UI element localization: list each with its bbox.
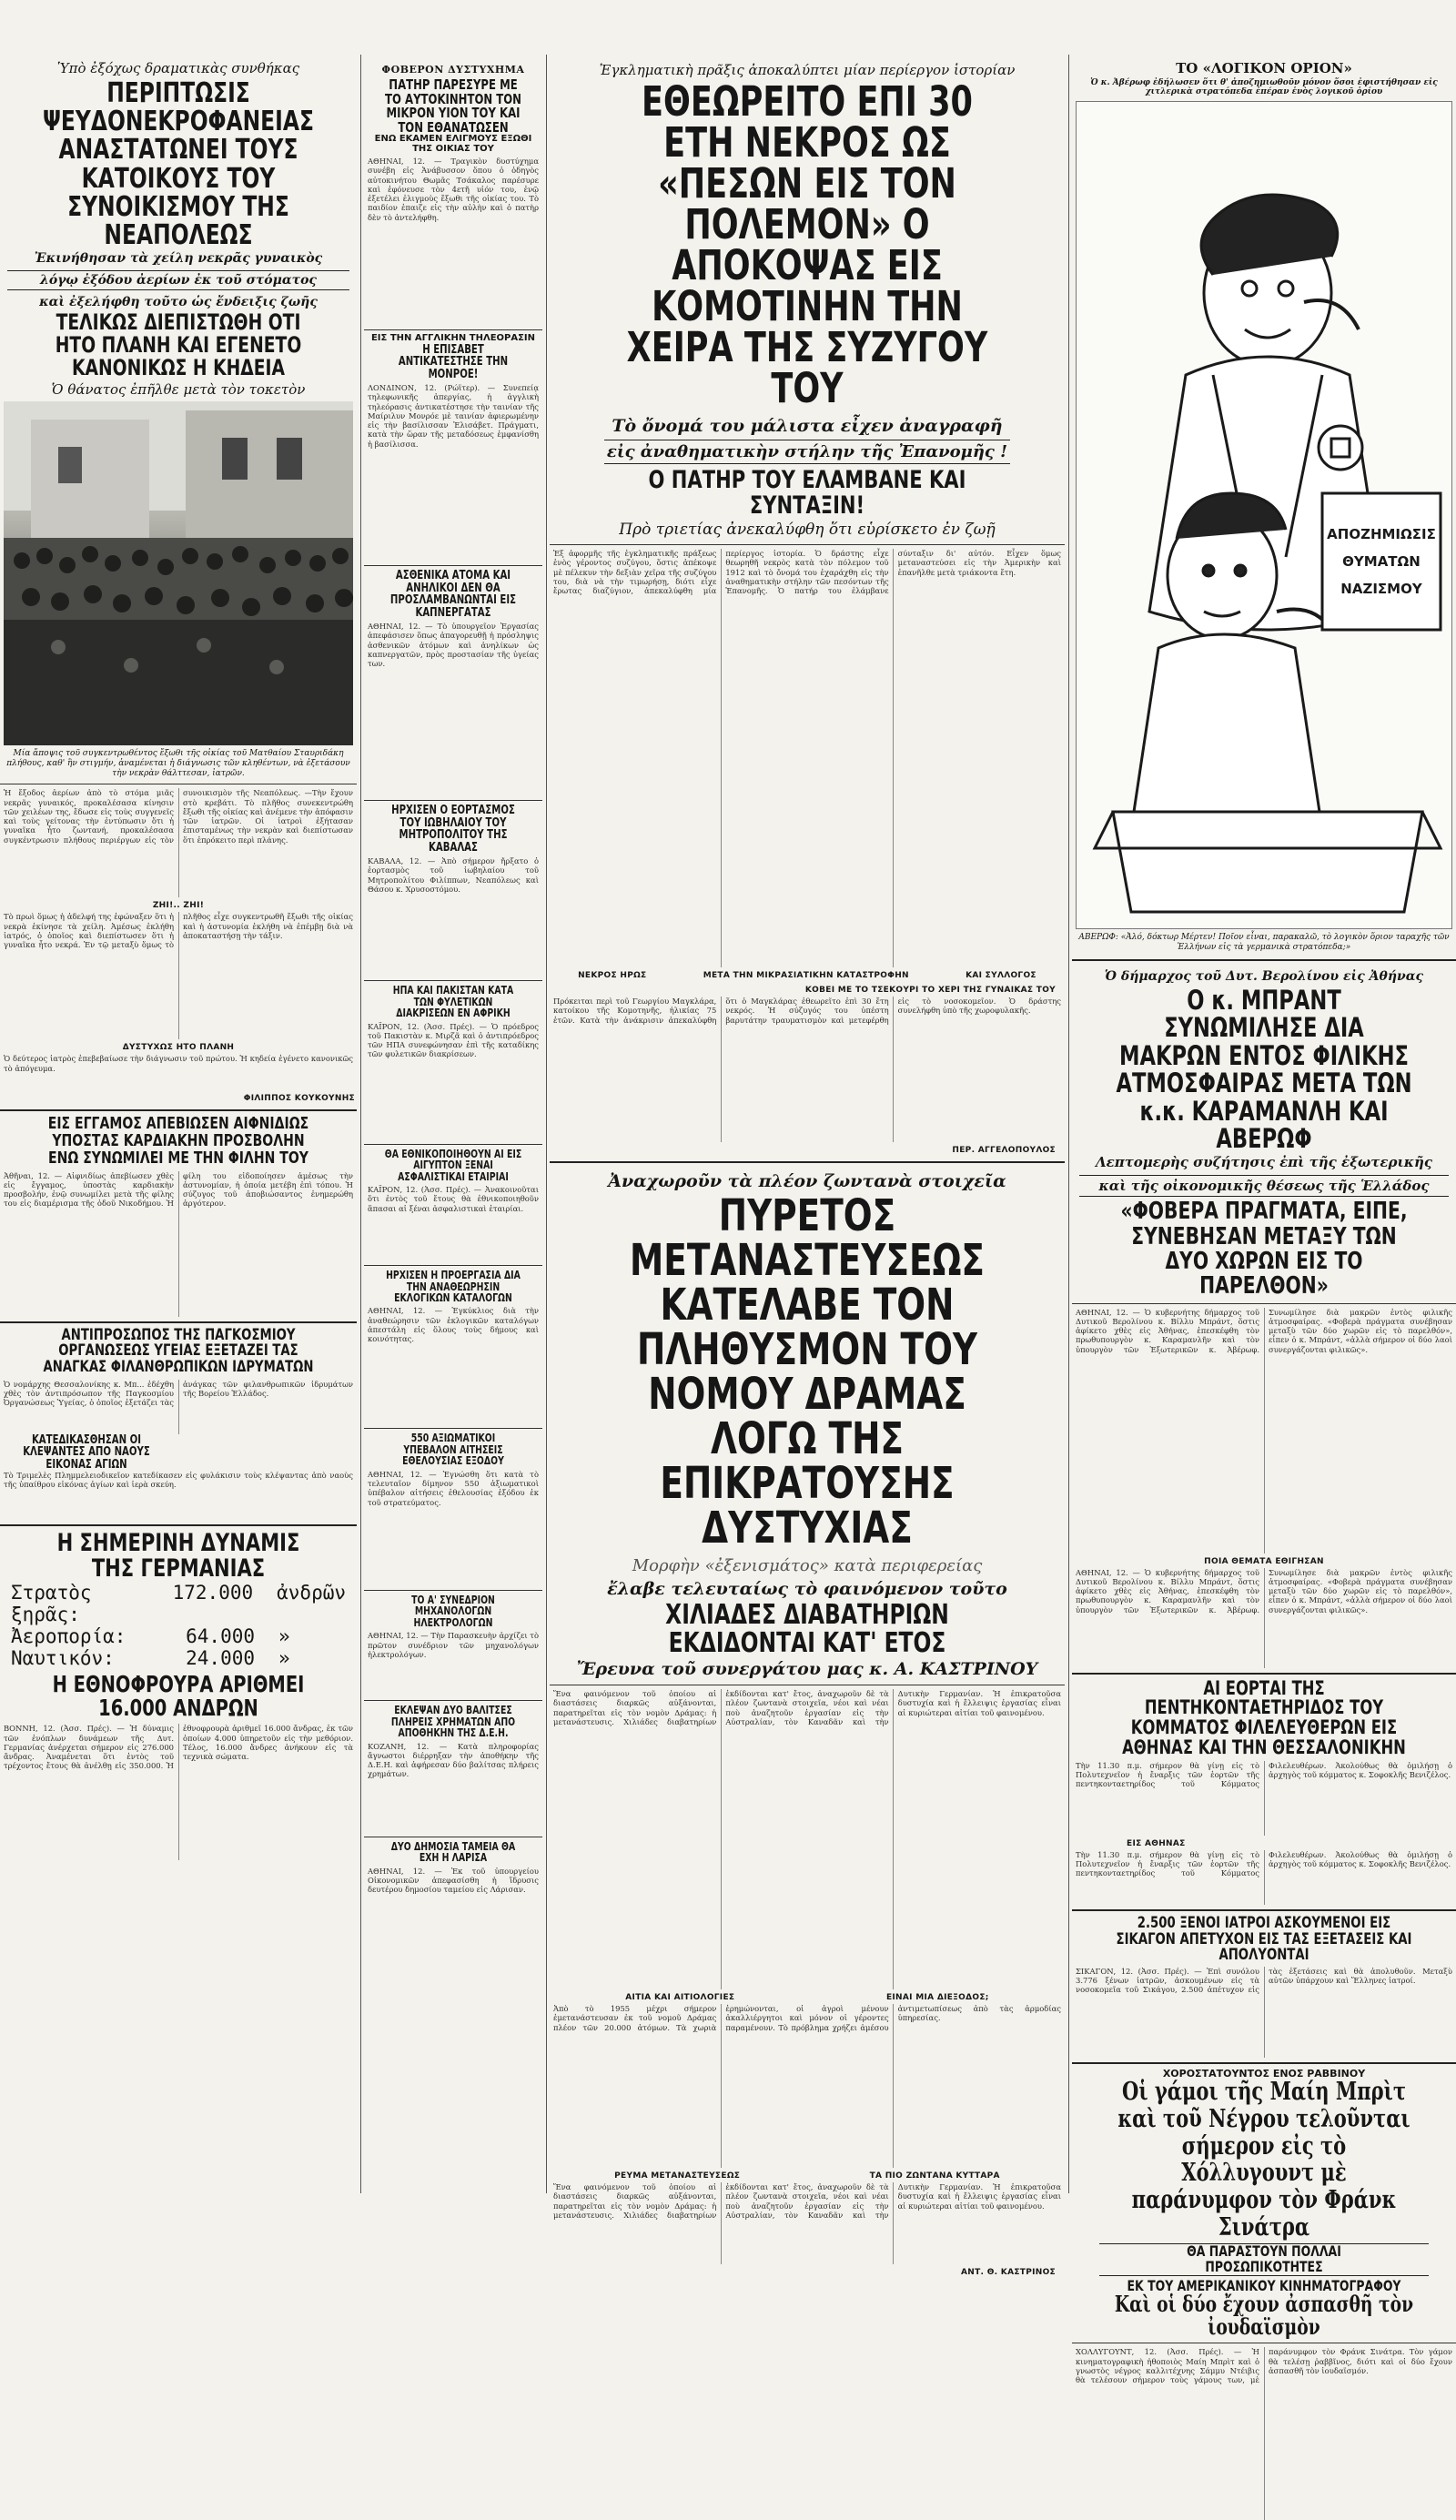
- article-body: Πρόκειται περὶ τοῦ Γεωργίου Μαγκλάρα, κατοίκου τῆς Κομοτηνῆς, ἡλικίας 75 ἐτῶν. Κατὰ τὴν ἀνάκρισιν ἀπεκαλύφθη ὅτι ὁ Μαγκλάρας ἐθεωρεῖτο ἐπὶ 30 ἔτη νεκρός. Ἡ σύζυγός του ὑπέστη βαρυτάτην τραυματισμὸν καὶ μετεφέρθη εἰς τὸ νοσοκομεῖον. Ὁ δράστης συνελήφθη ὑπὸ τῆς χωροφυλακῆς.: [553, 997, 1061, 1025]
- story-deck: ΕΝΩ ΕΚΑΜΕΝ ΕΛΙΓΜΟΥΣ ΕΞΩΘΙ ΤΗΣ ΟΙΚΙΑΣ ΤΟΥ: [374, 134, 532, 154]
- stat-label: Ἀεροπορία:: [11, 1625, 126, 1648]
- story-kicker: Ἐγκληματικὴ πρᾶξις ἀποκαλύπτει μίαν περίεργον ἱστορίαν: [599, 62, 1016, 78]
- article-body: Ἀθῆναι, 12. — Αἰφνιδίως ἀπεβίωσεν χθὲς εἰς ἔγγαμος, ὑποστὰς καρδιακὴν προσβολήν, ἐνῷ συνωμίλει μετὰ τῆς φίλης του εἰς διαμέρισμα τῆς ὁδοῦ Νικοδήμου. Ἡ φίλη του εἰδοποίησεν ἀμέσως τὴν ἀστυνομίαν, ἡ ὁποία μετέβη ἐπὶ τόπου. Ἡ σύζυγος τοῦ ἀποβιώσαντος ἐνημερώθη ἀργότερον.: [4, 1170, 353, 1209]
- story-deck: ΘΑ ΠΑΡΑΣΤΟΥΝ ΠΟΛΛΑΙ ΠΡΟΣΩΠΙΚΟΤΗΤΕΣ: [1187, 2242, 1341, 2276]
- byline: ΠΕΡ. ΑΓΓΕΛΟΠΟΥΛΟΣ: [952, 1146, 1056, 1156]
- article-body: ΚΑΪΡΟΝ, 12. (Ἀσσ. Πρές). — Ἀνακοινοῦται ὅτι ἐντὸς τοῦ ἔτους θὰ ἐθνικοποιηθοῦν ἅπασαι αἱ ξέναι ἀσφαλιστικαὶ ἑταιρίαι.: [368, 1185, 539, 1213]
- cartoon-caption: ΑΒΕΡΩΦ: «Ἀλό, δόκτωρ Μέρτεν! Ποῖον εἶναι, παρακαλῶ, τὸ λογικὸν ὅριον ταραχῆς τῶν Ἑλλήνων εἰς τὰ γερμανικὰ στρατόπεδα;»: [1078, 933, 1450, 952]
- column-rule: [360, 55, 361, 2193]
- article-body: Τὴν 11.30 π.μ. σήμερον θὰ γίνῃ εἰς τὸ Πολυτεχνεῖον ἡ ἔναρξις τῶν ἑορτῶν τῆς πεντηκονταετηρίδος τοῦ Κόμματος Φιλελευθέρων. Ἀκολούθως θὰ ὁμιλήσῃ ὁ ἀρχηγὸς τοῦ κόμματος κ. Σοφοκλῆς Βενιζέλος.: [1076, 1760, 1452, 1789]
- story-headline: ΚΑΤΕΔΙΚΑΣΘΗΣΑΝ ΟΙ ΚΛΕΨΑΝΤΕΣ ΑΠΟ ΝΑΟΥΣ ΕΙΚΟΝΑΣ ΑΓΙΩΝ: [23, 1432, 150, 1472]
- subheading: ΡΕΥΜΑ ΜΕΤΑΝΑΣΤΕΥΣΕΩΣ: [614, 2171, 741, 2181]
- article-body: Ἕνα φαινόμενον τοῦ ὁποίου αἱ διαστάσεις διαρκῶς αὐξάνονται, παρατηρεῖται εἰς τὸν νομὸν Δράμας: ἡ μετανάστευσις. Χιλιάδες διαβατηρίων ἐκδίδονται κατ' ἔτος, ἀναχωροῦν δὲ τὰ πλέον ζωντανὰ στοιχεῖα, νέοι καὶ νέαι ποὺ ἀναζητοῦν ἐργασίαν εἰς τὴν Αὐστραλίαν, τὸν Καναδᾶν καὶ τὴν Δυτικὴν Γερμανίαν. Ἡ ἐπικρατοῦσα δυστυχία καὶ ἡ ἔλλειψις ἐργασίας εἶναι αἱ κυριώτεραι αἰτίαι τοῦ φαινομένου.: [553, 1689, 1061, 1726]
- article-body: ΧΟΛΛΥΓΟΥΝΤ, 12. (Ἀσσ. Πρές). — Ἡ κινηματογραφικὴ ἠθοποιὸς Μαίη Μπρὶτ καὶ ὁ γνωστὸς νέγρος καλλιτέχνης Σάμμυ Ντέιβις θὰ τελέσουν σήμερον τοὺς γάμους των, μὲ παράνυμφον τὸν Φράνκ Σινάτρα. Τὸν γάμον θὰ τελέσῃ ῥαββῖνος, διότι καὶ οἱ δύο ἔχουν ἀσπασθῆ τὸν ἰουδαϊσμόν.: [1076, 2347, 1452, 2385]
- story-deck: Ἐκινήθησαν τὰ χείλη νεκρᾶς γυναικὸς: [34, 251, 323, 267]
- story-headline: Ο ΠΑΤΗΡ ΤΟΥ ΕΛΑΜΒΑΝΕ ΚΑΙ ΣΥΝΤΑΞΙΝ!: [648, 466, 966, 521]
- story-deck: λόγῳ ἐξόδου ἀερίων ἐκ τοῦ στόματος: [40, 273, 317, 288]
- article-body: Ἕνα φαινόμενον τοῦ ὁποίου αἱ διαστάσεις διαρκῶς αὐξάνονται, παρατηρεῖται εἰς τὸν νομὸν Δράμας: ἡ μετανάστευσις. Χιλιάδες διαβατηρίων ἐκδίδονται κατ' ἔτος, ἀναχωροῦν δὲ τὰ πλέον ζωντανὰ στοιχεῖα, νέοι καὶ νέαι ποὺ ἀναζητοῦν ἐργασίαν εἰς τὴν Αὐστραλίαν, τὸν Καναδᾶν καὶ τὴν Δυτικὴν Γερμανίαν. Ἡ ἐπικρατοῦσα δυστυχία καὶ ἡ ἔλλειψις ἐργασίας εἶναι αἱ κυριώτεραι αἰτίαι τοῦ φαινομένου.: [553, 2182, 1061, 2220]
- story-kicker: Ἀναχωροῦν τὰ πλέον ζωντανὰ στοιχεῖα: [608, 1171, 1006, 1192]
- story-headline: ΑΙ ΕΟΡΤΑΙ ΤΗΣ ΠΕΝΤΗΚΟΝΤΑΕΤΗΡΙΔΟΣ ΤΟΥ ΚΟΜΜΑΤΟΣ ΦΙΛΕΛΕΥΘΕΡΩΝ ΕΙΣ ΑΘΗΝΑΣ ΚΑΙ ΤΗΝ ΘΕΣΣΑΛΟΝΙΚΗΝ: [1122, 1676, 1406, 1759]
- political-cartoon: [1076, 101, 1452, 929]
- column-rule: [546, 55, 547, 2193]
- article-body: ΚΑΒΑΛΑ, 12. — Ἀπὸ σήμερον ἤρξατο ὁ ἑορτασμὸς τοῦ ἰωβηλαίου τοῦ Μητροπολίτου Φιλίππων, Νεαπόλεως καὶ Θάσου κ. Χρυσοστόμου.: [368, 856, 539, 894]
- story-headline: ΗΡΧΙΣΕΝ Ο ΕΟΡΤΑΣΜΟΣ ΤΟΥ ΙΩΒΗΛΑΙΟΥ ΤΟΥ ΜΗΤΡΟΠΟΛΙΤΟΥ ΤΗΣ ΚΑΒΑΛΑΣ: [391, 804, 515, 855]
- article-body: ΑΘΗΝΑΙ, 12. — Ἐγκύκλιος διὰ τὴν ἀναθεώρησιν τῶν ἐκλογικῶν καταλόγων ἀπεστάλη εἰς ὅλους τοὺς δήμους καὶ κοινότητας.: [368, 1306, 539, 1344]
- story-deck: ΕΚ ΤΟΥ ΑΜΕΡΙΚΑΝΙΚΟΥ ΚΙΝΗΜΑΤΟΓΡΑΦΟΥ: [1127, 2276, 1401, 2294]
- story-deck: Μορφὴν «ἐξενισμάτος» κατὰ περιφερείας: [632, 1555, 983, 1575]
- column-1: [0, 0, 357, 2204]
- subheading: ΕΙΣ ΑΘΗΝΑΣ: [1127, 1838, 1186, 1848]
- story-headline: ΗΠΑ ΚΑΙ ΠΑΚΙΣΤΑΝ ΚΑΤΑ ΤΩΝ ΦΥΛΕΤΙΚΩΝ ΔΙΑΚΡΙΣΕΩΝ ΕΝ ΑΦΡΙΚΗ: [392, 984, 514, 1020]
- article-body: ΛΟΝΔΙΝΟΝ, 12. (Ρώϊτερ). — Συνεπείᾳ τηλεφωνικῆς ἀπεργίας, ἡ ἀγγλικὴ τηλεόρασις ἀντικατέστησε τὴν ταινίαν τῆς Μαίριλυν Μονρόε μὲ ταινίαν ἀφιερωμένην εἰς τὴν βασίλισσαν Ἐλισάβετ. Πράγματι, κατὰ τὴν ὥραν τῆς μεταδόσεως ἐμφανίσθη ἡ βασίλισσα.: [368, 383, 539, 449]
- article-body: ΣΙΚΑΓΟΝ, 12. (Ἀσσ. Πρές). — Ἐπὶ συνόλου 3.776 ξένων ἰατρῶν, ἀσκουμένων εἰς τὰ νοσοκομεῖα τοῦ Σικάγου, 2.500 ἀπέτυχον εἰς τὰς ἐξετάσεις καὶ θὰ ἀπολυθοῦν. Μεταξὺ αὐτῶν ὑπάρχουν καὶ Ἕλληνες ἰατροί.: [1076, 1966, 1452, 1995]
- story-kicker: Ὑπὸ ἐξόχως δραματικὰς συνθήκας: [56, 60, 300, 76]
- story-kicker: ΧΟΡΟΣΤΑΤΟΥΝΤΟΣ ΕΝΟΣ ΡΑΒΒΙΝΟΥ: [1162, 2067, 1366, 2080]
- column-4: [1072, 0, 1456, 2385]
- stat-value: 172.000: [172, 1582, 254, 1604]
- subheading: ΚΑΙ ΣΥΛΛΟΓΟΣ: [966, 971, 1036, 981]
- stat-value: 24.000: [186, 1647, 255, 1670]
- article-body: Τὴν 11.30 π.μ. σήμερον θὰ γίνῃ εἰς τὸ Πολυτεχνεῖον ἡ ἔναρξις τῶν ἑορτῶν τῆς πεντηκονταετηρίδος τοῦ Κόμματος Φιλελευθέρων. Ἀκολούθως θὰ ὁμιλήσῃ ὁ ἀρχηγὸς τοῦ κόμματος κ. Σοφοκλῆς Βενιζέλος.: [1076, 1849, 1452, 1878]
- story-deck: Ἔρευνα τοῦ συνεργάτου μας κ. Α. ΚΑΣΤΡΙΝΟΥ: [576, 1659, 1038, 1680]
- article-body: ΚΟΖΑΝΗ, 12. — Κατὰ πληροφορίας ἄγνωστοι διέρρηξαν τὴν ἀποθήκην τῆς Δ.Ε.Η. καὶ ἀφήρεσαν δύο βαλίτσας πλήρεις χρημάτων.: [368, 1741, 539, 1779]
- stat-value: 64.000: [186, 1625, 255, 1648]
- subheading: ΔΥΣΤΥΧΩΣ ΗΤΟ ΠΛΑΝΗ: [122, 1043, 235, 1053]
- crowd-photo-illustration: [4, 401, 353, 745]
- article-body: Τὸ πρωὶ ὅμως ἡ ἀδελφή της ἐφώναξεν ὅτι ἡ νεκρὰ ἐκίνησε τὰ χείλη. Ἀμέσως ἐκλήθη ἰατρός, ὁ ὁποῖος καὶ διεπίστωσεν ὅτι ἡ γυναῖκα ἦτο νεκρά. Ἐν τῷ μεταξὺ ὅμως τὸ πλῆθος εἶχε συγκεντρωθῆ ἔξωθι τῆς οἰκίας καὶ ἡ ἀστυνομία ἐκλήθη νὰ ἐπέμβῃ διὰ νὰ ἀποκαταστήσῃ τὴν τάξιν.: [4, 912, 353, 950]
- stats-table: [0, 1582, 357, 1669]
- story-headline: ΘΑ ΕΘΝΙΚΟΠΟΙΗΘΟΥΝ ΑΙ ΕΙΣ ΑΙΓΥΠΤΟΝ ΞΕΝΑΙ ΑΣΦΑΛΙΣΤΙΚΑΙ ΕΤΑΙΡΙΑΙ: [384, 1147, 522, 1183]
- story-deck: Τὸ ὄνομά του μάλιστα εἶχεν ἀναγραφῆ: [612, 416, 1003, 436]
- story-deck: εἰς ἀναθηματικὴν στήλην τῆς Ἐπανομῆς !: [606, 442, 1008, 461]
- story-headline: Οἱ γάμοι τῆς Μαίη Μπρὶτ καὶ τοῦ Νέγρου τελοῦνται σήμερον εἰς τὸ Χόλλυγουντ μὲ παράνυμφον τὸν Φράνκ Σινάτρα: [1117, 2078, 1410, 2242]
- article-body: Τὸ Τριμελὲς Πλημμελειοδικεῖον κατεδίκασεν εἰς φυλάκισιν τοὺς κλέψαντας ἀπὸ ναοὺς τῆς ὑπαίθρου εἰκόνας ἁγίων καὶ ἱερὰ σκεύη.: [4, 1471, 353, 1490]
- story-headline: ΗΡΧΙΣΕΝ Η ΠΡΟΕΡΓΑΣΙΑ ΔΙΑ ΤΗΝ ΑΝΑΘΕΩΡΗΣΙΝ ΕΚΛΟΓΙΚΩΝ ΚΑΤΑΛΟΓΩΝ: [386, 1269, 521, 1304]
- story-deck: καὶ τῆς οἰκονομικῆς θέσεως τῆς Ἑλλάδος: [1098, 1178, 1430, 1195]
- byline: ΦΙΛΙΠΠΟΣ ΚΟΥΚΟΥΝΗΣ: [243, 1094, 355, 1104]
- article-body: ΑΘΗΝΑΙ, 12. — Ὁ κυβερνήτης δήμαρχος τοῦ Δυτικοῦ Βερολίνου κ. Βίλλυ Μπράντ, ὅστις ἀφίκετο χθὲς εἰς Ἀθήνας, ἐπεσκέφθη τὸν πρωθυπουργὸν κ. Καραμανλῆν καὶ τὸν ὑπουργὸν τῶν Ἐξωτερικῶν κ. Ἀβέρωφ. Συνωμίλησε διὰ μακρῶν ἐντὸς φιλικῆς ἀτμοσφαίρας. «Φοβερὰ πράγματα συνέβησαν μεταξὺ τῶν δύο χωρῶν εἰς τὸ παρελθόν», εἶπεν ὁ κ. Μπράντ, «ἀλλὰ σήμερον οἱ δύο λαοὶ συνεργάζονται φιλικῶς».: [1076, 1567, 1452, 1614]
- column-rule: [1068, 55, 1069, 2193]
- cartoon-sign-text: ΑΠΟΖΗΜΙΩΣΙΣ: [1327, 526, 1436, 543]
- story-headline: ΕΚΛΕΨΑΝ ΔΥΟ ΒΑΛΙΤΣΕΣ ΠΛΗΡΕΙΣ ΧΡΗΜΑΤΩΝ ΑΠΟ ΑΠΟΘΗΚΗΝ ΤΗΣ Δ.Ε.Η.: [390, 1704, 516, 1740]
- story-headline: ΔΥΟ ΔΗΜΟΣΙΑ ΤΑΜΕΙΑ ΘΑ ΕΧΗ Η ΛΑΡΙΣΑ: [390, 1839, 516, 1865]
- photo-caption: Μία ἄποψις τοῦ συγκεντρωθέντος ἔξωθι τῆς οἰκίας τοῦ Ματθαίου Σταυριδάκη πλήθους, καθ' ἣν στιγμήν, ἀναμένεται ἡ διάγνωσις τῶν κληθέντων, νὰ ἐξετάσουν τὴν νεκρὰν θάλττεσαν, ἰατρῶν.: [6, 748, 350, 778]
- lead-headline: ΕΘΕΩΡΕΙΤΟ ΕΠΙ 30 ΕΤΗ ΝΕΚΡΟΣ ΩΣ «ΠΕΣΩΝ ΕΙΣ ΤΟΝ ΠΟΛΕΜΟΝ» Ο ΑΠΟΚΟΨΑΣ ΕΙΣ ΚΟΜΟΤΙΝΗΝ ΤΗΝ ΧΕΙΡΑ ΤΗΣ ΣΥΖΥΓΟΥ ΤΟΥ: [626, 77, 988, 412]
- story-deck: καὶ ἐξελήφθη τοῦτο ὡς ἔνδειξις ζωῆς: [39, 295, 318, 310]
- story-headline: 2.500 ΞΕΝΟΙ ΙΑΤΡΟΙ ΑΣΚΟΥΜΕΝΟΙ ΕΙΣ ΣΙΚΑΓΟΝ ΑΠΕΤΥΧΟΝ ΕΙΣ ΤΑΣ ΕΞΕΤΑΣΕΙΣ ΚΑΙ ΑΠΟΛΥΟΝΤΑΙ: [1116, 1913, 1412, 1965]
- story-headline: ΧΙΛΙΑΔΕΣ ΔΙΑΒΑΤΗΡΙΩΝ ΕΚΔΙΔΟΝΤΑΙ ΚΑΤ' ΕΤΟΣ: [665, 1598, 949, 1659]
- stat-row: [0, 1647, 357, 1669]
- stat-unit: »: [278, 1625, 290, 1648]
- article-body: ΒΟΝΝΗ, 12. (Ἀσσ. Πρές). — Ἡ δύναμις τῶν ἐνόπλων δυνάμεων τῆς Δυτ. Γερμανίας ἀνέρχεται σήμερον εἰς 276.000 ἄνδρας. Ἀναμένεται ὅτι ἐντὸς τοῦ τρέχοντος ἔτους θὰ ἀνέλθῃ εἰς 350.000. Ἡ ἐθνοφρουρὰ ἀριθμεῖ 16.000 ἄνδρας, ἐκ τῶν ὁποίων 4.000 ὑπηρετοῦν εἰς τὴν μεθόριον. Τέλος, 16.000 ἄνδρες ἀνήκουν εἰς τὰ τεχνικὰ σώματα.: [4, 1724, 353, 1771]
- story-headline: ΑΝΤΙΠΡΟΣΩΠΟΣ ΤΗΣ ΠΑΓΚΟΣΜΙΟΥ ΟΡΓΑΝΩΣΕΩΣ ΥΓΕΙΑΣ ΕΞΕΤΑΖΕΙ ΤΑΣ ΑΝΑΓΚΑΣ ΦΙΛΑΝΘΡΩΠΙΚΩΝ ΙΔΡΥΜΑΤΩΝ: [43, 1325, 314, 1376]
- story-headline: ΕΙΣ ΕΓΓΑΜΟΣ ΑΠΕΒΙΩΣΕΝ ΑΙΦΝΙΔΙΩΣ ΥΠΟΣΤΑΣ ΚΑΡΔΙΑΚΗΝ ΠΡΟΣΒΟΛΗΝ ΕΝΩ ΣΥΝΩΜΙΛΕΙ ΜΕ ΤΗΝ ΦΙΛΗΝ ΤΟΥ: [47, 1114, 309, 1168]
- article-body: ΑΘΗΝΑΙ, 12. — Τὸ ὑπουργεῖον Ἐργασίας ἀπεφάσισεν ὅπως ἀπαγορευθῇ ἡ πρόσληψις ἀσθενικῶν ἀτόμων καὶ ἀνηλίκων ὡς καπνεργατῶν, πρὸς προστασίαν τῆς ὑγείας των.: [368, 622, 539, 669]
- story-deck: Πρὸ τριετίας ἀνεκαλύφθη ὅτι εὑρίσκετο ἐν ζωῇ: [619, 521, 996, 540]
- article-body: ΑΘΗΝΑΙ, 12. — Ἐγνώσθη ὅτι κατὰ τὸ τελευταῖον δίμηνον 550 ἀξιωματικοὶ ὑπέβαλον αἰτήσεις ἐθελουσίας ἐξόδου ἐκ τοῦ στρατεύματος.: [368, 1469, 539, 1507]
- story-headline: ΤΟ Α' ΣΥΝΕΔΡΙΟΝ ΜΗΧΑΝΟΛΟΓΩΝ ΗΛΕΚΤΡΟΛΟΓΩΝ: [411, 1593, 495, 1629]
- article-body: ΑΘΗΝΑΙ, 12. — Τραγικὸν δυστύχημα συνέβη εἰς Ἀνάβυσσον ὅπου ὁ ὁδηγὸς αὐτοκινήτου Θωμᾶς Τσάκαλος παρέσυρε καὶ ἐφόνευσε τὸν 4ετῆ υἱόν του, ἐνῷ ἐξετέλει ἐλιγμοὺς ἔξωθι τῆς οἰκίας του. Τὸ παιδίον ἐπαιζε εἰς τὴν αὐλὴν καὶ ὁ πατὴρ δὲν τὸ ἀντελήφθη.: [368, 157, 539, 222]
- article-body: Ὁ νομάρχης Θεσσαλονίκης κ. Μπ... ἐδέχθη χθὲς τὸν ἀντιπρόσωπον τῆς Παγκοσμίου Ὀργανώσεως Ὑγείας, ὁ ὁποῖος ἐξετάζει τὰς ἀνάγκας τῶν φιλανθρωπικῶν ἱδρυμάτων τῆς Βορείου Ἑλλάδος.: [4, 1379, 353, 1408]
- lead-headline: Ο κ. ΜΠΡΑΝΤ ΣΥΝΩΜΙΛΗΣΕ ΔΙΑ ΜΑΚΡΩΝ ΕΝΤΟΣ ΦΙΛΙΚΗΣ ΑΤΜΟΣΦΑΙΡΑΣ ΜΕΤΑ ΤΩΝ κ.κ. ΚΑΡΑΜΑΝΛΗ ΚΑΙ ΑΒΕΡΩΦ: [1116, 984, 1412, 1154]
- story-headline: Η ΕΠΙΣΑΒΕΤ ΑΝΤΙΚΑΤΕΣΤΗΣΕ ΤΗΝ ΜΟΝΡΟΕ!: [398, 342, 509, 381]
- article-body: Ἡ ἔξοδος ἀερίων ἀπὸ τὸ στόμα μιᾶς νεκρᾶς γυναικός, προκαλέσασα κίνησιν τῶν χειλέων της, ἔδωσε εἰς τοὺς συγγενεῖς καὶ τοὺς γείτονας τὴν ἐντύπωσιν ὅτι ἡ γυναῖκα ἦτο ζωντανή, προκαλέσασα συγκέντρωσιν πλήθους περιέργων εἰς τὸν συνοικισμὸν τῆς Νεαπόλεως. —Τὴν ἔχουν στὸ κρεβάτι. Τὸ πλῆθος συνεκεντρώθη ἔξωθι τῆς οἰκίας καὶ ἀνέμενε τὴν ἀπόφασιν τῶν ἰατρῶν. Οἱ ἰατροὶ ἐξήτασαν ἐπισταμένως τὴν νεκρὰν καὶ διεπίστωσαν ὅτι ἐπρόκειτο περὶ πλάνης.: [4, 788, 353, 845]
- subheading: ΚΟΒΕΙ ΜΕ ΤΟ ΤΣΕΚΟΥΡΙ ΤΟ ΧΕΡΙ ΤΗΣ ΓΥΝΑΙΚΑΣ ΤΟΥ: [804, 986, 1056, 996]
- column-2: [364, 0, 542, 2204]
- article-body: ΑΘΗΝΑΙ, 12. — Τὴν Παρασκευὴν ἀρχίζει τὸ πρῶτον συνέδριον τῶν μηχανολόγων ἠλεκτρολόγων.: [368, 1631, 539, 1659]
- subheading: ΜΕΤΑ ΤΗΝ ΜΙΚΡΑΣΙΑΤΙΚΗΝ ΚΑΤΑΣΤΡΟΦΗΝ: [703, 971, 909, 981]
- story-deck: Λεπτομερὴς συζήτησις ἐπὶ τῆς ἐξωτερικῆς: [1095, 1154, 1433, 1171]
- subheading: ΠΟΙΑ ΘΕΜΑΤΑ ΕΘΙΓΗΣΑΝ: [1204, 1556, 1324, 1566]
- article-body: Ἐξ ἀφορμῆς τῆς ἐγκληματικῆς πράξεως ἑνὸς γέροντος συζύγου, ὅστις ἀπέκοψε μὲ πέλεκυν τὴν δεξιὰν χεῖρα τῆς συζύγου του, διὰ νὰ τὴν τιμωρήσῃ, διότι εἶχε ἔρωτας διαζύγιον, ἀπεκαλύφθη μία περίεργος ἱστορία. Ὁ δράστης εἶχε θεωρηθῆ νεκρὸς κατὰ τὸν πόλεμον τοῦ 1912 καὶ τὸ ὄνομά του ἐχαράχθη εἰς τὴν ἀναθηματικὴν στήλην τῶν πεσόντων τῆς Ἐπανομῆς. Ὁ πατήρ του ἐλάμβανε σύνταξιν δι' αὐτόν. Εἶχεν ὅμως μεταναστεύσει εἰς τὴν Ἀμερικὴν καὶ ἐπανῆλθε μετὰ τριάκοντα ἔτη.: [553, 549, 1061, 596]
- story-headline: Η ΕΘΝΟΦΡΟΥΡΑ ΑΡΙΘΜΕΙ 16.000 ΑΝΔΡΩΝ: [52, 1671, 305, 1722]
- article-body: ΑΘΗΝΑΙ, 12. — Ὁ κυβερνήτης δήμαρχος τοῦ Δυτικοῦ Βερολίνου κ. Βίλλυ Μπράντ, ὅστις ἀφίκετο χθὲς εἰς Ἀθήνας, ἐπεσκέφθη τὸν πρωθυπουργὸν κ. Καραμανλῆν καὶ τὸν ὑπουργὸν τῶν Ἐξωτερικῶν κ. Ἀβέρωφ. Συνωμίλησε διὰ μακρῶν ἐντὸς φιλικῆς ἀτμοσφαίρας. «Φοβερὰ πράγματα συνέβησαν μεταξὺ τῶν δύο χωρῶν εἰς τὸ παρελθόν», εἶπεν ὁ κ. Μπράντ, «ἀλλὰ σήμερον οἱ δύο λαοὶ συνεργάζονται φιλικῶς».: [1076, 1307, 1452, 1354]
- cartoon-caption: Ὁ κ. Ἀβέρωφ ἐδήλωσεν ὅτι θ' ἀποζημιωθοῦν μόνον ὅσοι ἐφιστήθησαν εἰς χιτλερικὰ στρατόπεδα ἐπέραν ἑνὸς λογικοῦ ὁρίου: [1090, 77, 1438, 97]
- story-headline: ΤΕΛΙΚΩΣ ΔΙΕΠΙΣΤΩΘΗ ΟΤΙ ΗΤΟ ΠΛΑΝΗ ΚΑΙ ΕΓΕΝΕΤΟ ΚΑΝΟΝΙΚΩΣ Η ΚΗΔΕΙΑ: [55, 309, 302, 381]
- cartoon-sign-text: ΘΥΜΑΤΩΝ: [1342, 553, 1421, 571]
- lead-headline: ΠΥΡΕΤΟΣ ΜΕΤΑΝΑΣΤΕΥΣΕΩΣ ΚΑΤΕΛΑΒΕ ΤΟΝ ΠΛΗΘΥΣΜΟΝ ΤΟΥ ΝΟΜΟΥ ΔΡΑΜΑΣ ΛΟΓΩ ΤΗΣ ΕΠΙΚΡΑΤΟΥΣΗΣ ΔΥΣΤΥΧΙΑΣ: [629, 1190, 985, 1553]
- stat-unit: »: [278, 1647, 290, 1670]
- story-headline: 550 ΑΞΙΩΜΑΤΙΚΟΙ ΥΠΕΒΑΛΟΝ ΑΙΤΗΣΕΙΣ ΕΘΕΛΟΥΣΙΑΣ ΕΞΟΔΟΥ: [402, 1432, 504, 1468]
- subheading: ΕΙΝΑΙ ΜΙΑ ΔΙΕΞΟΔΟΣ;: [885, 1993, 989, 2003]
- stat-label: Ναυτικόν:: [11, 1647, 115, 1670]
- story-headline: ΠΑΤΗΡ ΠΑΡΕΣΥΡΕ ΜΕ ΤΟ ΑΥΤΟΚΙΝΗΤΟΝ ΤΟΝ ΜΙΚΡΟΝ ΥΙΟΝ ΤΟΥ ΚΑΙ ΤΟΝ ΕΘΑΝΑΤΩΣΕΝ: [385, 76, 521, 136]
- story-kicker: Ὁ δήμαρχος τοῦ Δυτ. Βερολίνου εἰς Ἀθήνας: [1104, 968, 1424, 984]
- story-deck: Ὁ θάνατος ἐπῆλθε μετὰ τὸν τοκετὸν: [51, 380, 306, 398]
- stat-unit: ἀνδρῶν: [277, 1582, 346, 1604]
- story-headline: «ΦΟΒΕΡΑ ΠΡΑΓΜΑΤΑ, ΕΙΠΕ, ΣΥΝΕΒΗΣΑΝ ΜΕΤΑΞΥ ΤΩΝ ΔΥΟ ΧΩΡΩΝ ΕΙΣ ΤΟ ΠΑΡΕΛΘΟΝ»: [1120, 1198, 1408, 1300]
- cartoon-illustration: [1077, 102, 1451, 928]
- column-3: [550, 0, 1065, 2278]
- cartoon-sign-text: ΝΑΖΙΣΜΟΥ: [1340, 581, 1422, 598]
- article-body: Ἀπὸ τὸ 1955 μέχρι σήμερον ἐμετανάστευσαν ἐκ τοῦ νομοῦ Δράμας πλέον τῶν 20.000 ἀτόμων. Τὰ χωριὰ ἐρημώνονται, οἱ ἀγροὶ μένουν ἀκαλλιέργητοι καὶ μόνον οἱ γέροντες παραμένουν. Τὸ πρόβλημα χρήζει ἀμέσου ἀντιμετωπίσεως ἀπὸ τὰς ἁρμοδίας ὑπηρεσίας.: [553, 2004, 1061, 2032]
- stat-label: Στρατὸς ξηρᾶς:: [11, 1582, 92, 1626]
- subheading: ΑΙΤΙΑ ΚΑΙ ΑΙΤΙΟΛΟΓΙΕΣ: [625, 1993, 735, 2003]
- article-body: ΚΑΪΡΟΝ, 12. (Ἀσσ. Πρές). — Ὁ πρόεδρος τοῦ Πακιστὰν κ. Μιρζᾶ καὶ ὁ ἀντιπρόεδρος τῶν ΗΠΑ συνεφώνησαν ἐπὶ τῆς καταδίκης τῶν φυλετικῶν διακρίσεων.: [368, 1021, 539, 1059]
- story-headline: ΠΕΡΙΠΤΩΣΙΣ ΨΕΥΔΟΝΕΚΡΟΦΑΝΕΙΑΣ ΑΝΑΣΤΑΤΩΝΕΙ ΤΟΥΣ ΚΑΤΟΙΚΟΥΣ ΤΟΥ ΣΥΝΟΙΚΙΣΜΟΥ ΤΗΣ ΝΕΑΠΟΛΕΩΣ: [43, 77, 314, 251]
- stat-row: [0, 1625, 357, 1647]
- story-tag: ΦΟΒΕΡΟΝ ΔΥΣΤΥΧΗΜΑ: [381, 64, 525, 76]
- byline: ΑΝΤ. Θ. ΚΑΣΤΡΙΝΟΣ: [961, 2268, 1056, 2278]
- article-body: Ὁ δεύτερος ἰατρὸς ἐπεβεβαίωσε τὴν διάγνωσιν τοῦ πρώτου. Ἡ κηδεία ἐγένετο κανονικῶς τὸ ἀπόγευμα.: [4, 1054, 353, 1073]
- subheading: ΝΕΚΡΟΣ ΗΡΩΣ: [578, 971, 647, 981]
- subheading: ΖΗΙ!.. ΖΗΙ!: [152, 901, 205, 911]
- story-headline: ΑΣΘΕΝΙΚΑ ΑΤΟΜΑ ΚΑΙ ΑΝΗΛΙΚΟΙ ΔΕΝ ΘΑ ΠΡΟΣΛΑΜΒΑΝΩΝΤΑΙ ΕΙΣ ΚΑΠΝΕΡΓΑΤΑΣ: [389, 569, 517, 620]
- subheading: ΤΑ ΠΙΟ ΖΩΝΤΑΝΑ ΚΥΤΤΑΡΑ: [869, 2171, 1000, 2181]
- story-kicker: ΕΙΣ ΤΗΝ ΑΓΓΛΙΚΗΝ ΤΗΛΕΟΡΑΣΙΝ: [370, 333, 536, 344]
- story-deck: ἔλαβε τελευταίως τὸ φαινόμενον τοῦτο: [607, 1578, 1007, 1599]
- article-body: ΑΘΗΝΑΙ, 12. — Ἐκ τοῦ ὑπουργείου Οἰκονομικῶν ἀπεφασίσθη ἡ ἵδρυσις δευτέρου δημοσίου ταμείου εἰς Λάρισαν.: [368, 1866, 539, 1895]
- stat-row: [0, 1582, 357, 1625]
- cartoon-title: ΤΟ «ΛΟΓΙΚΟΝ ΟΡΙΟΝ»: [1176, 60, 1352, 76]
- news-photo: [4, 401, 353, 745]
- story-headline: Η ΣΗΜΕΡΙΝΗ ΔΥΝΑΜΙΣ ΤΗΣ ΓΕΡΜΑΝΙΑΣ: [56, 1529, 300, 1584]
- story-deck: Καὶ οἱ δύο ἔχουν ἀσπασθῆ τὸν ἰουδαϊσμὸν: [1114, 2291, 1414, 2341]
